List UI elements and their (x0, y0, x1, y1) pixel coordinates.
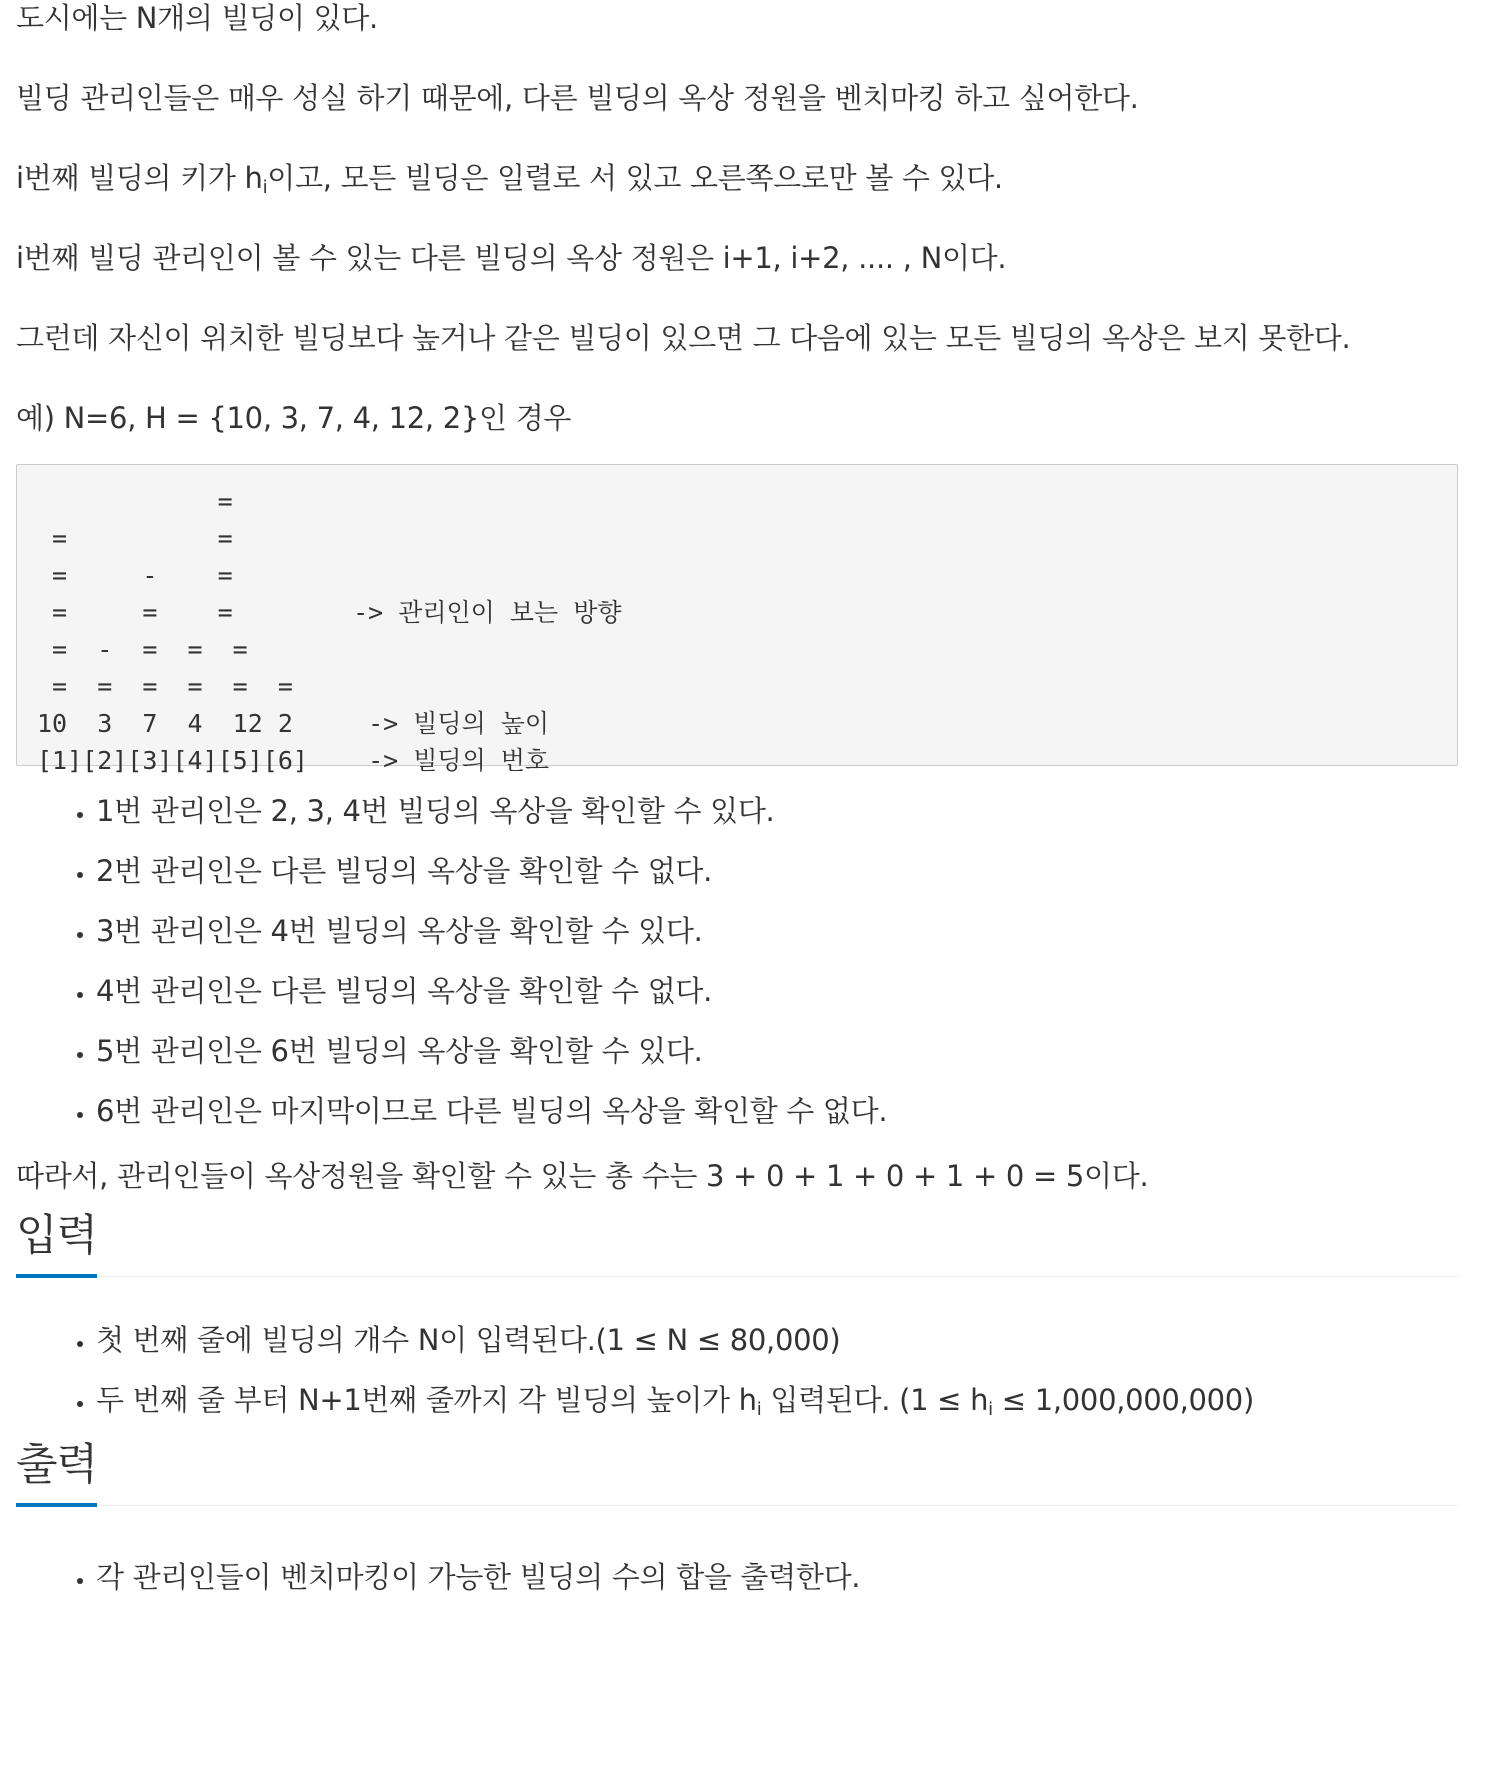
input-subscript: i (756, 1399, 762, 1420)
paragraph-example: 예) N=6, H = {10, 3, 7, 4, 12, 2}인 경우 (16, 401, 572, 435)
list-item: • 6번 관리인은 마지막이므로 다른 빌딩의 옥상을 확인할 수 없다. (96, 1092, 1456, 1130)
input-text-before: 두 번째 줄 부터 N+1번째 줄까지 각 빌딩의 높이가 h (96, 1383, 757, 1417)
list-item: • 3번 관리인은 4번 빌딩의 옥상을 확인할 수 있다. (96, 912, 1456, 950)
paragraph-height (16, 160, 1456, 196)
input-list (16, 1321, 1456, 1419)
list-item: • 첫 번째 줄에 빌딩의 개수 N이 입력된다.(1 ≤ N ≤ 80,000) (96, 1321, 1456, 1359)
paragraph-visible-range: i번째 빌딩 관리인이 볼 수 있는 다른 빌딩의 옥상 정원은 i+1, i+2, .... , N이다. (16, 241, 1007, 275)
paragraph-intro: 도시에는 N개의 빌딩이 있다. (16, 1, 378, 35)
list-item: • 1번 관리인은 2, 3, 4번 빌딩의 옥상을 확인할 수 있다. (96, 792, 1456, 830)
paragraph-benchmark: 빌딩 관리인들은 매우 성실 하기 때문에, 다른 빌딩의 옥상 정원을 벤치마킹 하고 싶어한다. (16, 81, 1139, 115)
height-text-after: 이고, 모든 빌딩은 일렬로 서 있고 오른쪽으로만 볼 수 있다. (267, 161, 1003, 195)
input-section-header (16, 1198, 1458, 1277)
paragraph-conclusion: 따라서, 관리인들이 옥상정원을 확인할 수 있는 총 수는 3 + 0 + 1 + 0 + 1 + 0 = 5이다. (16, 1159, 1149, 1193)
height-subscript: i (262, 177, 268, 198)
output-list (16, 1558, 1456, 1596)
input-text-after: ≤ 1,000,000,000) (992, 1383, 1254, 1417)
output-section-header (16, 1427, 1458, 1506)
list-item (96, 1381, 1456, 1419)
list-item: • 2번 관리인은 다른 빌딩의 옥상을 확인할 수 없다. (96, 852, 1456, 890)
building-diagram: = = = = - = = = = -> 관리인이 보는 방향 = - = = = = = = = = = 10 3 7 4 12 2 -> 빌딩의 높이 [1][2][3][4][5][6] -> 빌딩의 번호 (16, 464, 1458, 766)
output-section-title: 출력 (16, 1433, 97, 1507)
input-section-title: 입력 (16, 1204, 97, 1278)
list-item: • 각 관리인들이 벤치마킹이 가능한 빌딩의 수의 합을 출력한다. (96, 1558, 1456, 1596)
problem-description (16, 0, 1456, 1618)
list-item: • 4번 관리인은 다른 빌딩의 옥상을 확인할 수 없다. (96, 972, 1456, 1010)
input-text-mid: 입력된다. (1 ≤ h (761, 1383, 989, 1417)
input-subscript: i (988, 1399, 993, 1420)
height-text-before: i번째 빌딩의 키가 h (16, 161, 263, 195)
example-list (16, 792, 1456, 1130)
paragraph-blocking-rule: 그런데 자신이 위치한 빌딩보다 높거나 같은 빌딩이 있으면 그 다음에 있는 모든 빌딩의 옥상은 보지 못한다. (16, 321, 1351, 355)
list-item: • 5번 관리인은 6번 빌딩의 옥상을 확인할 수 있다. (96, 1032, 1456, 1070)
